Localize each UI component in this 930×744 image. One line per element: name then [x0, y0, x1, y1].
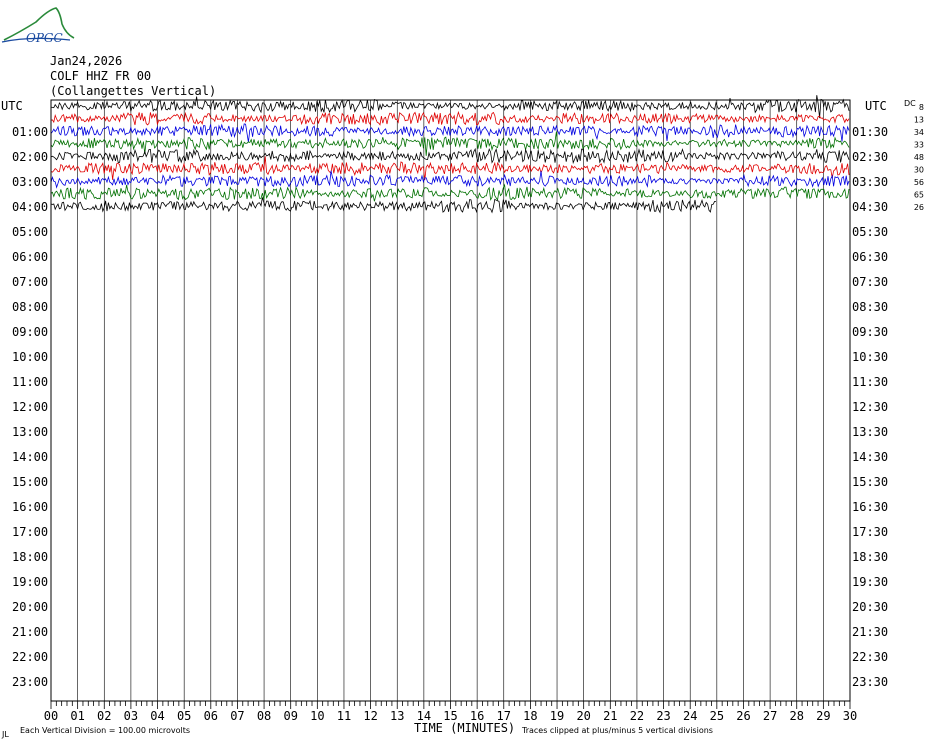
x-tick-label: 09	[283, 709, 298, 723]
dc-offset: 8	[918, 103, 924, 112]
x-tick-label: 08	[256, 709, 272, 723]
x-tick-label: 30	[842, 709, 858, 723]
row-label-left: 02:00	[12, 150, 49, 164]
x-tick-label: 00	[43, 709, 59, 723]
row-label-left: 18:00	[12, 550, 49, 564]
utc-label-right: UTC	[865, 99, 887, 113]
x-tick-label: 11	[336, 709, 352, 723]
row-label-right: 10:30	[852, 350, 889, 364]
x-tick-label: 28	[789, 709, 804, 723]
corner-mark: JL	[2, 730, 9, 739]
dc-offset-labels	[914, 103, 924, 212]
row-label-right: 21:30	[852, 625, 889, 639]
row-label-right: 02:30	[852, 150, 889, 164]
trace-row-1	[51, 112, 849, 125]
x-tick-label: 20	[576, 709, 591, 723]
row-label-right: 03:30	[852, 175, 889, 189]
x-tick-label: 25	[709, 709, 725, 723]
x-tick-label: 17	[496, 709, 511, 723]
row-label-right: 07:30	[852, 275, 889, 289]
row-label-left: 10:00	[12, 350, 49, 364]
x-axis-ticks	[44, 701, 857, 723]
x-tick-label: 13	[390, 709, 405, 723]
plot-date: Jan24,2026	[50, 54, 123, 68]
row-label-right: 05:30	[852, 225, 889, 239]
row-label-right: 15:30	[852, 475, 889, 489]
row-label-right: 06:30	[852, 250, 889, 264]
dc-label: DC	[904, 99, 916, 108]
row-label-left: 20:00	[12, 600, 49, 614]
row-label-left: 08:00	[12, 300, 49, 314]
dc-offset: 34	[913, 128, 924, 137]
station-code: COLF HHZ FR 00	[50, 69, 152, 83]
trace-row-8	[51, 198, 716, 213]
x-tick-label: 21	[603, 709, 618, 723]
row-label-right: 08:30	[852, 300, 889, 314]
station-location: (Collangettes Vertical)	[50, 84, 217, 98]
row-label-right: 18:30	[852, 550, 889, 564]
x-tick-label: 22	[629, 709, 645, 723]
trace-row-7	[51, 185, 849, 201]
row-label-left: 11:00	[12, 375, 49, 389]
row-label-left: 17:00	[12, 525, 49, 539]
row-label-right: 19:30	[852, 575, 889, 589]
right-time-labels	[852, 125, 888, 689]
x-tick-label: 27	[762, 709, 778, 723]
row-label-left: 21:00	[12, 625, 49, 639]
row-label-right: 22:30	[852, 650, 889, 664]
x-tick-label: 26	[736, 709, 751, 723]
row-label-left: 04:00	[12, 200, 49, 214]
row-label-left: 07:00	[12, 275, 49, 289]
seismic-traces	[51, 95, 849, 212]
row-label-left: 01:00	[12, 125, 49, 139]
x-tick-label: 23	[656, 709, 671, 723]
row-label-right: 20:30	[852, 600, 889, 614]
x-tick-label: 12	[363, 709, 378, 723]
row-label-right: 12:30	[852, 400, 889, 414]
dc-offset: 56	[913, 178, 924, 187]
row-label-right: 17:30	[852, 525, 889, 539]
footer-clip-note: Traces clipped at plus/minus 5 vertical divisions	[522, 726, 713, 735]
dc-offset: 30	[913, 165, 924, 175]
utc-label-left: UTC	[1, 99, 23, 113]
row-label-right: 23:30	[852, 675, 889, 689]
x-tick-label: 18	[523, 709, 538, 723]
row-label-right: 11:30	[852, 375, 889, 389]
minute-grid	[78, 100, 824, 701]
row-label-left: 14:00	[12, 450, 49, 464]
x-tick-label: 24	[682, 709, 698, 723]
row-label-left: 06:00	[12, 250, 49, 264]
x-tick-label: 15	[443, 709, 458, 723]
x-tick-label: 14	[416, 709, 432, 723]
x-tick-label: 10	[310, 709, 325, 723]
footer-scale-note: Each Vertical Division = 100.00 microvolts	[20, 726, 191, 735]
row-label-left: 13:00	[12, 425, 49, 439]
row-label-left: 05:00	[12, 225, 49, 239]
x-tick-label: 03	[123, 709, 139, 723]
dc-offset: 33	[913, 140, 924, 150]
logo-text: OPGC	[26, 31, 63, 45]
x-tick-label: 05	[176, 709, 192, 723]
x-axis-label: TIME (MINUTES)	[414, 721, 516, 735]
trace-row-2	[51, 124, 849, 142]
dc-offset: 48	[913, 153, 924, 162]
row-label-left: 22:00	[12, 650, 49, 664]
trace-row-4	[51, 149, 849, 163]
x-tick-label: 06	[203, 709, 219, 723]
dc-offset: 26	[913, 203, 924, 212]
trace-row-6	[51, 171, 849, 188]
trace-row-5	[51, 156, 849, 180]
row-label-right: 14:30	[852, 450, 889, 464]
dc-offset: 13	[913, 115, 924, 125]
row-label-left: 15:00	[12, 475, 49, 489]
x-tick-label: 16	[469, 709, 485, 723]
row-label-right: 09:30	[852, 325, 889, 339]
dc-offset: 65	[913, 190, 924, 200]
row-label-right: 13:30	[852, 425, 889, 439]
row-label-right: 16:30	[852, 500, 889, 514]
row-label-left: 16:00	[12, 500, 49, 514]
x-tick-label: 02	[97, 709, 112, 723]
row-label-left: 09:00	[12, 325, 49, 339]
x-tick-label: 07	[230, 709, 245, 723]
x-tick-label: 04	[150, 709, 165, 723]
row-label-left: 12:00	[12, 400, 49, 414]
x-tick-label: 19	[549, 709, 565, 723]
row-label-left: 23:00	[12, 675, 49, 689]
x-tick-label: 01	[70, 709, 85, 723]
left-time-labels	[12, 125, 48, 689]
row-label-right: 04:30	[852, 200, 889, 214]
row-label-right: 01:30	[852, 125, 889, 139]
x-tick-label: 29	[816, 709, 831, 723]
row-label-left: 03:00	[12, 175, 49, 189]
row-label-left: 19:00	[12, 575, 49, 589]
